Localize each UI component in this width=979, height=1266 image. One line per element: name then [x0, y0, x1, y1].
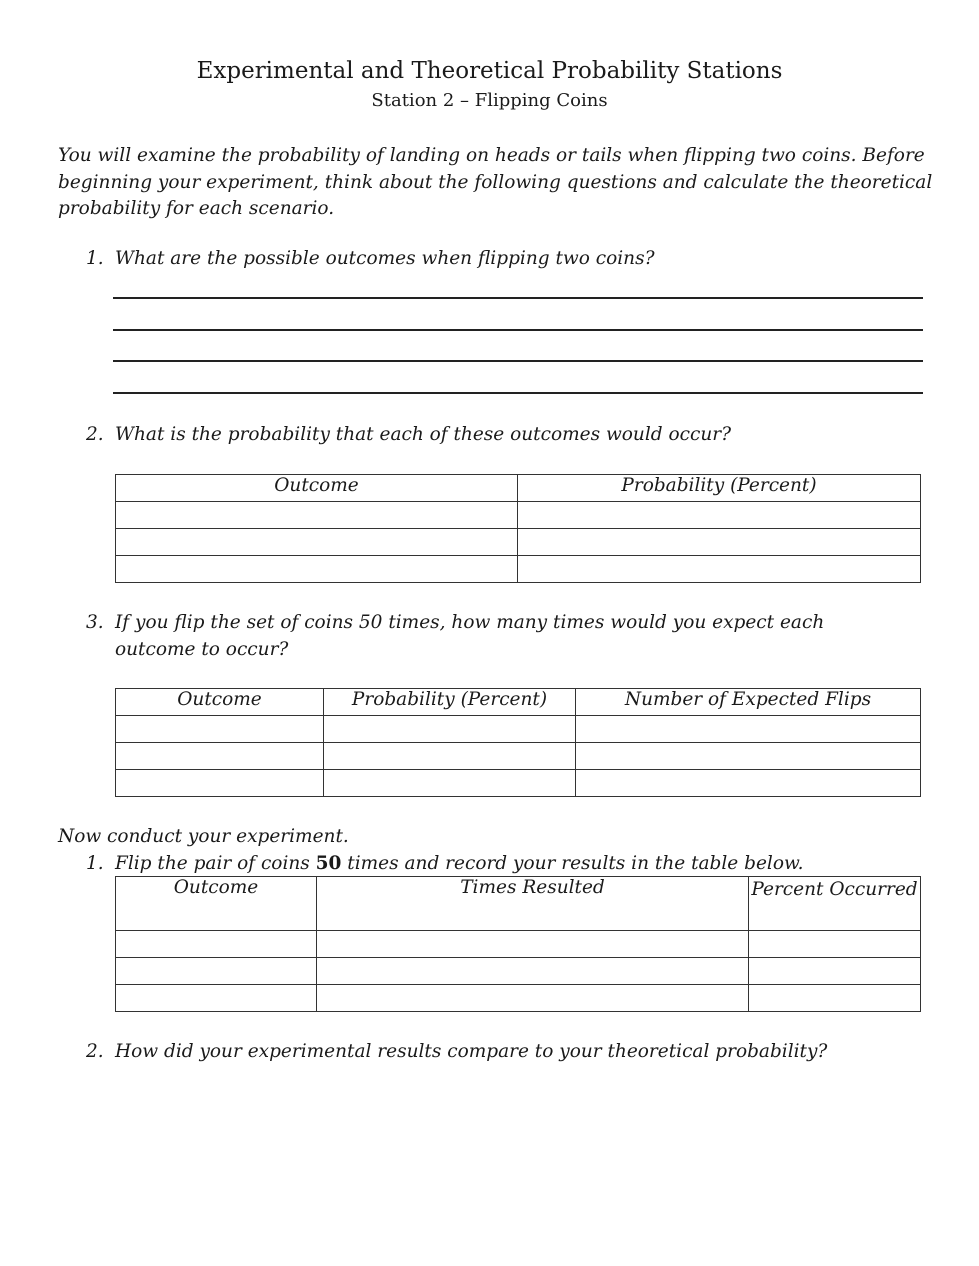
column-header-probability: Probability (Percent): [324, 689, 576, 716]
experiment-q1-text-after: times and record your results in the table below.: [341, 853, 804, 874]
table-cell[interactable]: [749, 985, 921, 1012]
table-cell[interactable]: [576, 743, 921, 770]
answer-line-3[interactable]: [113, 360, 923, 362]
table-cell[interactable]: [116, 716, 324, 743]
table-cell[interactable]: [324, 770, 576, 797]
table-cell[interactable]: [116, 985, 317, 1012]
probability-table: [115, 474, 921, 583]
table-cell[interactable]: [116, 958, 317, 985]
table-cell[interactable]: [116, 502, 518, 529]
question-1-text: What are the possible outcomes when flipping two coins?: [115, 248, 655, 269]
table-cell[interactable]: [518, 502, 921, 529]
question-2-text: What is the probability that each of these outcomes would occur?: [115, 424, 732, 445]
experiment-q1-number: 1.: [86, 853, 104, 874]
table-cell[interactable]: [116, 931, 317, 958]
station-subtitle: Station 2 – Flipping Coins: [371, 90, 608, 111]
question-2-number: 2.: [86, 424, 104, 445]
table-cell[interactable]: [116, 770, 324, 797]
question-3-number: 3.: [86, 612, 104, 633]
experiment-q2-number: 2.: [86, 1041, 104, 1062]
table-cell[interactable]: [324, 743, 576, 770]
column-header-expected-flips: Number of Expected Flips: [576, 689, 921, 716]
column-header-outcome: Outcome: [116, 475, 518, 502]
table-cell[interactable]: [576, 716, 921, 743]
experiment-q1-text-before: Flip the pair of coins: [115, 853, 316, 874]
answer-line-4[interactable]: [113, 392, 923, 394]
table-cell[interactable]: [116, 529, 518, 556]
flip-count: 50: [315, 853, 342, 874]
table-cell[interactable]: [317, 985, 749, 1012]
table-cell[interactable]: [317, 931, 749, 958]
experiment-q1-text: [115, 851, 945, 878]
experiment-intro: Now conduct your experiment.: [58, 826, 349, 847]
column-header-outcome: Outcome: [116, 877, 317, 931]
table-cell[interactable]: [518, 556, 921, 583]
column-header-outcome: Outcome: [116, 689, 324, 716]
column-header-times-resulted: Times Resulted: [317, 877, 749, 931]
table-cell[interactable]: [749, 931, 921, 958]
table-cell[interactable]: [116, 556, 518, 583]
table-cell[interactable]: [518, 529, 921, 556]
column-header-probability: Probability (Percent): [518, 475, 921, 502]
expected-flips-table: [115, 688, 921, 797]
experiment-results-table: [115, 876, 921, 1012]
answer-line-1[interactable]: [113, 297, 923, 299]
table-cell[interactable]: [576, 770, 921, 797]
page-title: Experimental and Theoretical Probability Stations: [196, 58, 783, 84]
table-cell[interactable]: [317, 958, 749, 985]
answer-line-2[interactable]: [113, 329, 923, 331]
experiment-q2-text: How did your experimental results compare to your theoretical probability?: [115, 1041, 828, 1062]
question-1-number: 1.: [86, 248, 104, 269]
question-3-text: If you flip the set of coins 50 times, how many times would you expect each outcome to occur?: [115, 612, 825, 660]
column-header-percent-occurred: Percent Occurred: [749, 877, 921, 931]
intro-paragraph: You will examine the probability of landing on heads or tails when flipping two coins. Before beginning your experiment, think about the following questions and calculate the theoretical probability for each scenario.: [58, 145, 933, 219]
table-cell[interactable]: [749, 958, 921, 985]
table-cell[interactable]: [116, 743, 324, 770]
table-cell[interactable]: [324, 716, 576, 743]
